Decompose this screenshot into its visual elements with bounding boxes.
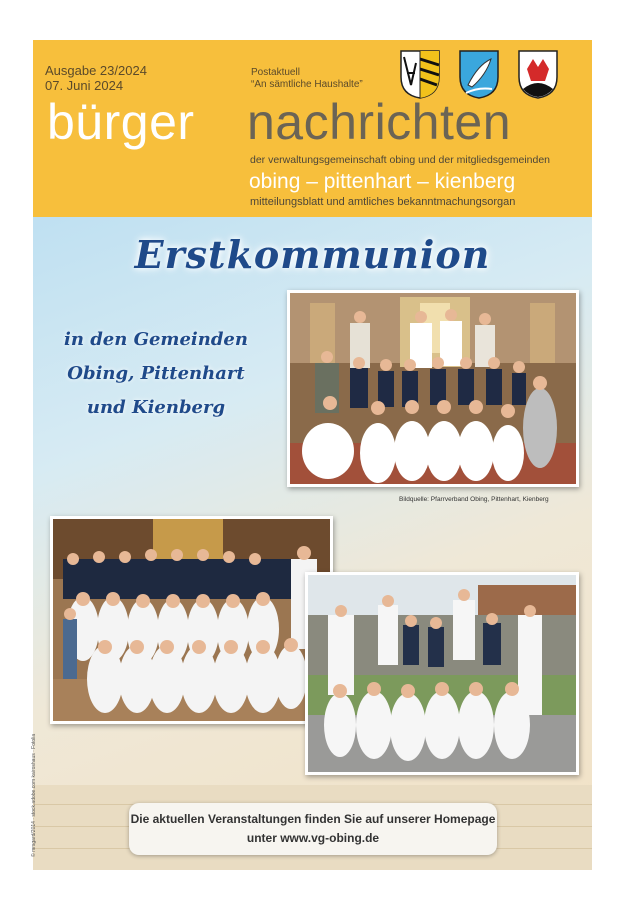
issue-info [45,63,147,93]
towns-line: obing – pittenhart – kienberg [249,170,516,193]
subheadline-line-1: in den Gemeinden [64,329,248,350]
postal-line-2: “An sämtliche Haushalte” [251,79,363,90]
issue-date: 07. Juni 2024 [45,78,124,93]
kienberg-crest-icon [517,49,559,99]
photo-group-kienberg [305,572,579,775]
homepage-notice [129,803,497,855]
image-credit-text: © mrsgard/2014 · stock.adobe.com kairoshaus · Fotolia [31,733,37,857]
subheadline [51,323,261,425]
photo-credit: Bildquelle: Pfarrverband Obing, Pittenhart, Kienberg [399,496,549,503]
obing-crest-icon [399,49,441,99]
subheadline-line-3: und Kienberg [86,397,226,418]
issue-number: Ausgabe 23/2024 [45,63,147,78]
postal-note [251,67,363,91]
pittenhart-crest-icon [458,49,500,99]
newsletter-cover [33,40,592,870]
organ-line: mitteilungsblatt und amtliches bekanntmachungsorgan [250,196,516,208]
header [33,40,592,217]
cover-main [33,217,592,870]
image-credit-vertical [31,657,41,857]
headline: Erstkommunion [134,232,491,277]
title-subline: der verwaltungsgemeinschaft obing und der mitgliedsgemeinden [250,154,551,166]
title-nachrichten: nachrichten [247,94,511,150]
postal-line-1: Postaktuell [251,67,300,78]
notice-line-2[interactable]: unter www.vg-obing.de [246,831,380,845]
photo-group-obing [287,290,579,487]
title-buerger: bürger [47,94,195,150]
photo-group-pittenhart [50,516,333,724]
notice-line-1: Die aktuellen Veranstaltungen finden Sie auf unserer Homepage [130,812,496,826]
subheadline-line-2: Obing, Pittenhart [67,363,245,384]
